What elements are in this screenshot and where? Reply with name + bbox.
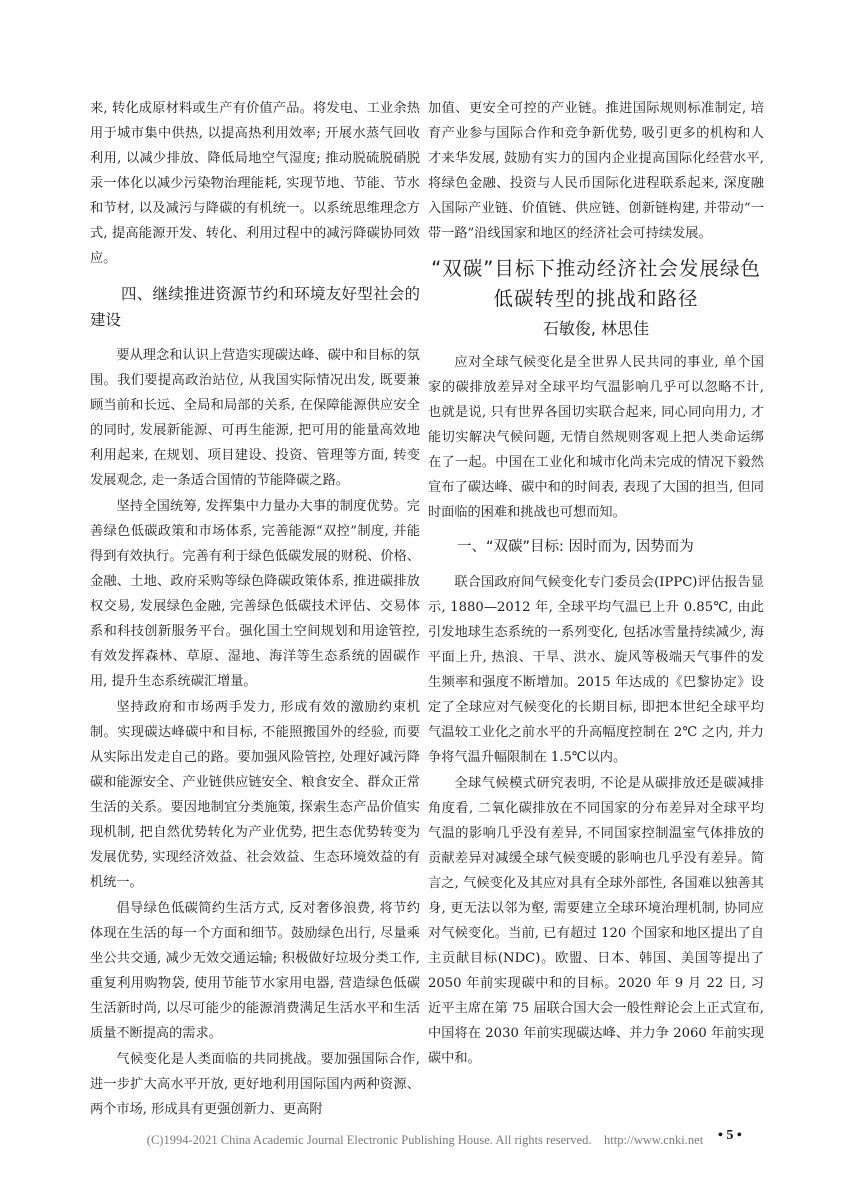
body-paragraph: 要从理念和认识上营造实现碳达峰、碳中和目标的氛围。我们要提高政治站位, 从我国实际情况出发, 既要兼顾当前和长远、全局和局部的关系, 在保障能源供应安全的同时, 发展新能源、可再生能源, 把可用的能量高效地利用起来, 在规划、项目建设、投资、管理等方面, 转变发展观念, 走一条适合国情的节能降碳之路。 [90, 348, 420, 488]
body-paragraph: 加值、更安全可控的产业链。推进国际规则标准制定, 培育产业参与国际合作和竞争新优势, 吸引更多的机构和人才来华发展, 鼓励有实力的国内企业提高国际化经营水平, 将绿色金融、投资与人民币国际化进程联系起来, 深度融入国际产业链、价值链、供应链、创新链构建, 并带动“一带一路”沿线国家和地区的经济社会可持续发展。 [428, 101, 764, 241]
body-paragraph: 倡导绿色低碳简约生活方式, 反对奢侈浪费, 将节约体现在生活的每一个方面和细节。鼓励绿色出行, 尽量乘坐公共交通, 减少无效交通运输; 积极做好垃圾分类工作, 重复利用购物袋, 使用节能节水家用电器, 营造绿色低碳生活新时尚, 以尽可能少的能源消费满足生活水平和生活质量不断提高的需求。 [90, 901, 420, 1041]
body-paragraph: 气候变化是人类面临的共同挑战。要加强国际合作, 进一步扩大高水平开放, 更好地利用国际国内两种资源、两个市场, 形成具有更强创新力、更高附 [90, 1052, 420, 1117]
subheading: 一、“双碳”目标: 因时而为, 因势而为 [457, 539, 694, 555]
body-paragraph: 应对全球气候变化是全世界人民共同的事业, 单个国家的碳排放差异对全球平均气温影响几乎可以忽略不计, 也就是说, 只有世界各国切实联合起来, 同心同向用力, 才能切实解决气候问题, 无情自然规则客观上把人类命运绑在了一起。中国在工业化和城市化尚未完成的情况下毅然宣布了碳达峰、碳中和的时间表, 表现了大国的担当, 但同时面临的困难和挑战也可想而知。 [428, 355, 764, 520]
body-paragraph: 联合国政府间气候变化专门委员会(IPPC)评估报告显示, 1880—2012 年, 全球平均气温已上升 0.85℃, 由此引发地球生态系统的一系列变化, 包括冰雪量持续减少, 海平面上升, 热浪、干旱、洪水、旋风等极端天气事件的发生频率和强度不断增加。2015 年达成的《巴黎协定》设定了全球应对气候变化的长期目标, 即把本世纪全球平均气温较工业化之前水平的升高幅度控制在 2℃ 之内, 并力争将气温升幅限制在 1.5℃以内。 [428, 575, 764, 765]
page-number: • 5 • [718, 1128, 742, 1143]
copyright-footer: (C)1994-2021 China Academic Journal Electronic Publishing House. All rights reserved. http://www.cnki.net [146, 1133, 704, 1147]
article-title-line: 低碳转型的挑战和路径 [493, 287, 699, 310]
article-title [428, 254, 764, 314]
left-column [90, 96, 420, 1123]
section-heading: 四、继续推进资源节约和环境友好型社会的建设 [90, 285, 420, 329]
body-paragraph: 坚持政府和市场两手发力, 形成有效的激励约束机制。实现碳达峰碳中和目标, 不能照搬国外的经验, 而要从实际出发走自己的路。要加强风险管控, 处理好减污降碳和能源安全、产业链供应链安全、粮食安全、群众正常生活的关系。要因地制宜分类施策, 探索生态产品价值实现机制, 把自然优势转化为产业优势, 把生态优势转变为发展优势, 实现经济效益、社会效益、生态环境效益的有机统一。 [90, 700, 420, 890]
right-column [428, 96, 764, 1072]
article-title-line: “双碳”目标下推动经济社会发展绿色 [431, 257, 761, 280]
article-authors: 石敏俊, 林思佳 [542, 319, 650, 338]
body-paragraph: 来, 转化成原材料或生产有价值产品。将发电、工业余热用于城市集中供热, 以提高热利用效率; 开展水蒸气回收利用, 以减少排放、降低局地空气湿度; 推动脱硫脱硝脱汞一体化以减少污染物治理能耗, 实现节地、节能、节水和节材, 以及减污与降碳的有机统一。以系统思维理念方式, 提高能源开发、转化、利用过程中的减污降碳协同效应。 [90, 101, 420, 266]
body-paragraph: 坚持全国统筹, 发挥集中力量办大事的制度优势。完善绿色低碳政策和市场体系, 完善能源“双控”制度, 并能得到有效执行。完善有利于绿色低碳发展的财税、价格、金融、土地、政府采购等绿色降碳政策体系, 推进碳排放权交易, 发展绿色金融, 完善绿色低碳技术评估、交易体系和科技创新服务平台。强化国土空间规划和用途管控, 有效发挥森林、草原、湿地、海洋等生态系统的固碳作用, 提升生态系统碳汇增量。 [90, 499, 420, 689]
body-paragraph: 全球气候模式研究表明, 不论是从碳排放还是碳减排角度看, 二氧化碳排放在不同国家的分布差异对全球平均气温的影响几乎没有差异, 不同国家控制温室气体排放的贡献差异对减缓全球气候变暖的影响也几乎没有差异。简言之, 气候变化及其应对具有全球外部性, 各国难以独善其身, 更无法以邻为壑, 需要建立全球环境治理机制, 协同应对气候变化。当前, 已有超过 120 个国家和地区提出了自主贡献目标(NDC)。欧盟、日本、韩国、美国等提出了 2050 年前实现碳中和的目标。2020 年 9 月 22 日, 习近平主席在第 75 届联合国大会一般性辩论会上正式宣布, 中国将在 2030 年前实现碳达峰、并力争 2060 年前实现碳中和。 [428, 776, 764, 1066]
